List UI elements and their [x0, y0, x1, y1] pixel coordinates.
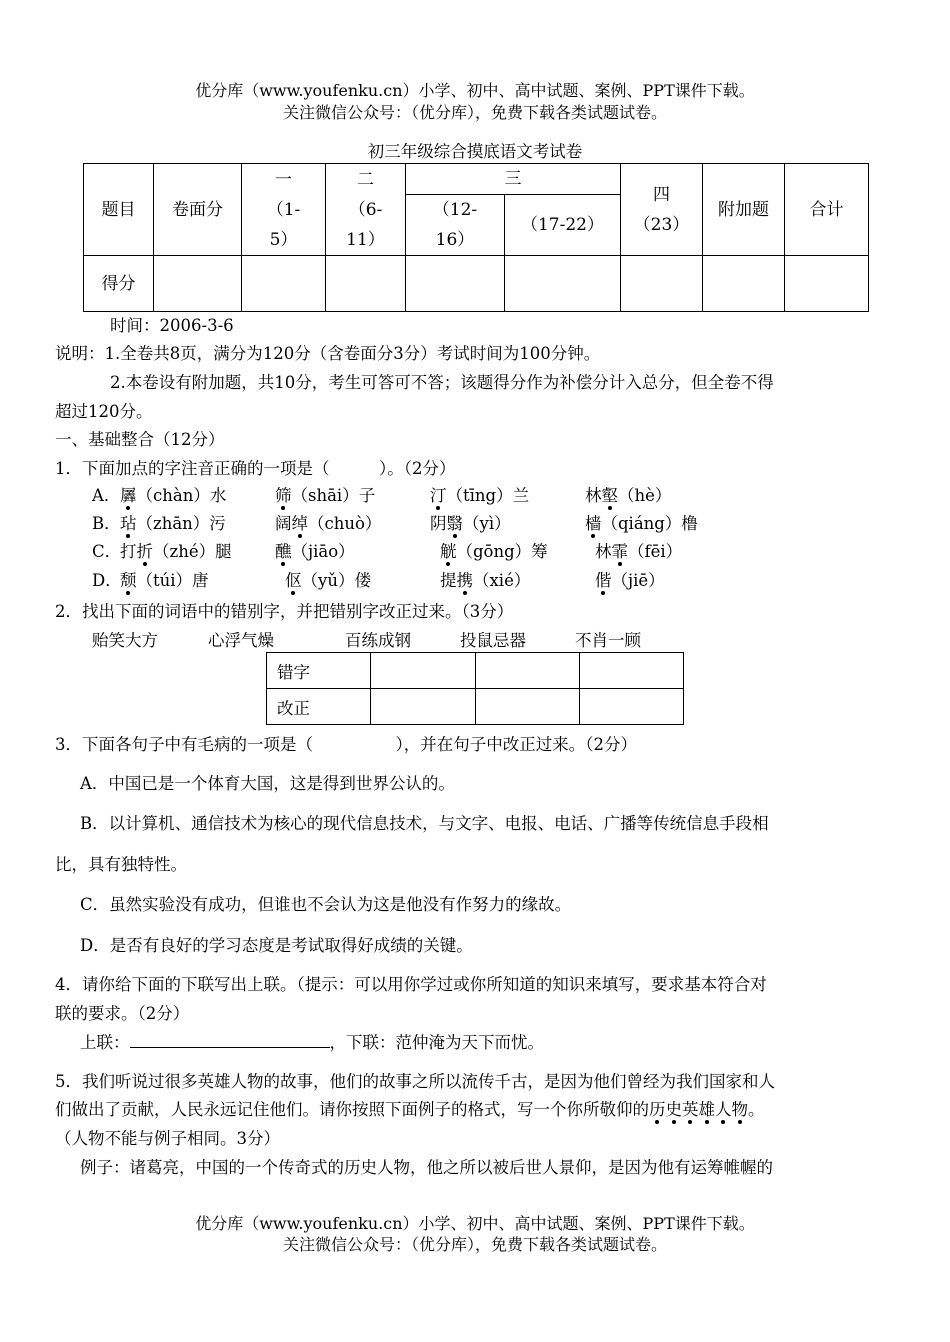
option-a-item-3: 汀（tīng）兰 — [430, 486, 530, 505]
note-2: 2.本卷设有附加题，共10分，考生可答可不答；该题得分作为补偿分计入总分，但全卷不得 — [110, 373, 774, 392]
header-cell-title: 题目 — [84, 164, 154, 256]
upper-couplet-label: 上联： — [80, 1033, 130, 1052]
option-a-label: A． — [92, 486, 121, 505]
option-d-label: D． — [92, 571, 122, 590]
question-5-stem: 5．我们听说过很多英雄人物的故事，他们的故事之所以流传千古，是因为他们曾经为我们国家和人 — [55, 1072, 775, 1091]
lower-couplet: ，下联：范仲淹为天下而忧。 — [329, 1033, 544, 1052]
answer-cell[interactable] — [579, 689, 683, 725]
header-cell-part4: 四 （23） — [621, 164, 703, 256]
header-cell-part2: 二 （6- 11） — [326, 164, 406, 256]
header-cell-extra: 附加题 — [703, 164, 785, 256]
page-header-line2: 关注微信公众号：（优分库），免费下载各类试题试卷。 — [282, 103, 667, 122]
header-cell-part3: 三 — [406, 164, 621, 195]
question-3-option-b: B．以计算机、通信技术为核心的现代信息技术，与文字、电报、电话、广播等传统信息手段相 — [80, 814, 769, 833]
score-cell[interactable] — [154, 256, 242, 312]
question-5-example: 例子：诸葛亮，中国的一个传奇式的历史人物，他之所以被后世人景仰，是因为他有运筹帷幄的 — [80, 1158, 773, 1177]
score-cell[interactable] — [703, 256, 785, 312]
score-cell[interactable] — [326, 256, 406, 312]
score-row — [84, 256, 869, 312]
question-4-stem: 4．请你给下面的下联写出上联。（提示：可以用你学过或你所知道的知识来填写，要求基本符合对 — [55, 975, 767, 994]
score-cell[interactable] — [406, 256, 505, 312]
question-1-stem: 1．下面加点的字注音正确的一项是（ ）。（2分） — [55, 459, 456, 478]
correction-row-label-fix: 改正 — [267, 689, 371, 725]
score-cell[interactable] — [785, 256, 869, 312]
option-d-item-1: 颓（túi）唐 — [120, 571, 209, 590]
option-a-item-4: 林壑（hè） — [585, 486, 672, 505]
option-d-item-2: 伛（yǔ）偻 — [285, 571, 371, 590]
question-3-option-a: A．中国已是一个体育大国，这是得到世界公认的。 — [80, 774, 455, 793]
correction-row-label-wrong: 错字 — [267, 653, 371, 689]
question-3-option-b-cont: 比，具有独特性。 — [55, 855, 187, 874]
option-c-item-1: 打折（zhé）腿 — [120, 542, 232, 561]
page-title: 初三年级综合摸底语文考试卷 — [367, 142, 583, 161]
option-c-item-3: 觥（gōng）筹 — [440, 542, 548, 561]
question-4-stem-cont: 联的要求。（2分） — [55, 1004, 190, 1023]
couplet-line — [80, 1029, 544, 1053]
answer-cell[interactable] — [579, 653, 683, 689]
option-b-item-4: 樯（qiáng）橹 — [585, 514, 698, 533]
answer-cell[interactable] — [371, 653, 475, 689]
page-header-line1: 优分库（www.youfenku.cn）小学、初中、高中试题、案例、PPT课件下载。 — [195, 81, 755, 100]
word-5: 不肖一顾 — [575, 631, 641, 650]
option-c-item-2: 醮（jiāo） — [275, 542, 355, 561]
section-heading: 一、基础整合（12分） — [55, 430, 225, 449]
option-b-item-1: 玷（zhān）污 — [120, 514, 226, 533]
header-cell-paper: 卷面分 — [154, 164, 242, 256]
score-row-label: 得分 — [84, 256, 154, 312]
correction-table — [266, 652, 684, 725]
exam-time: 时间：2006-3-6 — [110, 316, 234, 335]
word-4: 投鼠忌器 — [460, 631, 526, 650]
option-a-item-2: 筛（shāi）子 — [275, 486, 376, 505]
score-cell[interactable] — [242, 256, 326, 312]
score-cell[interactable] — [505, 256, 621, 312]
note-2-cont: 超过120分。 — [55, 402, 153, 421]
answer-cell[interactable] — [475, 653, 579, 689]
question-5-note: （人物不能与例子相同。3分） — [55, 1129, 280, 1148]
score-table — [83, 163, 869, 312]
answer-cell[interactable] — [371, 689, 475, 725]
option-d-item-3: 提携（xié） — [440, 571, 531, 590]
option-b-item-3: 阴翳（yì） — [430, 514, 511, 533]
page-footer-line1: 优分库（www.youfenku.cn）小学、初中、高中试题、案例、PPT课件下载。 — [195, 1214, 755, 1233]
option-b-label: B． — [92, 514, 121, 533]
option-d-item-4: 偕（jiē） — [595, 571, 665, 590]
option-c-label: C． — [92, 542, 122, 561]
question-3-option-d: D．是否有良好的学习态度是考试取得好成绩的关键。 — [80, 936, 473, 955]
question-5-stem-cont: 们做出了贡献，人民永远记住他们。请你按照下面例子的格式，写一个你所敬仰的历史英雄人物。 — [55, 1100, 765, 1119]
note-1: 说明：1.全卷共8页，满分为120分（含卷面分3分）考试时间为100分钟。 — [55, 344, 601, 363]
header-cell-part1: 一 （1- 5） — [242, 164, 326, 256]
score-cell[interactable] — [621, 256, 703, 312]
option-c-item-4: 林霏（fēi） — [595, 542, 683, 561]
emphasized-text: 历史英雄人物 — [649, 1100, 748, 1119]
question-3-option-c: C．虽然实验没有成功，但谁也不会认为这是他没有作努力的缘故。 — [80, 895, 572, 914]
word-1: 贻笑大方 — [92, 631, 158, 650]
header-cell-total: 合计 — [785, 164, 869, 256]
word-3: 百练成钢 — [345, 631, 411, 650]
page-footer-line2: 关注微信公众号：（优分库），免费下载各类试题试卷。 — [282, 1235, 667, 1254]
header-cell-part3a: （12- 16） — [406, 195, 505, 256]
option-a-item-1: 羼（chàn）水 — [120, 486, 227, 505]
answer-cell[interactable] — [475, 689, 579, 725]
word-2: 心浮气燥 — [208, 631, 274, 650]
option-b-item-2: 阔绰（chuò） — [275, 514, 382, 533]
question-3-stem: 3．下面各句子中有毛病的一项是（ ），并在句子中改正过来。（2分） — [55, 735, 637, 754]
upper-couplet-blank[interactable] — [130, 1031, 330, 1048]
header-cell-part3b: （17-22） — [505, 195, 621, 256]
question-2-stem: 2．找出下面的词语中的错别字，并把错别字改正过来。（3分） — [55, 602, 514, 621]
